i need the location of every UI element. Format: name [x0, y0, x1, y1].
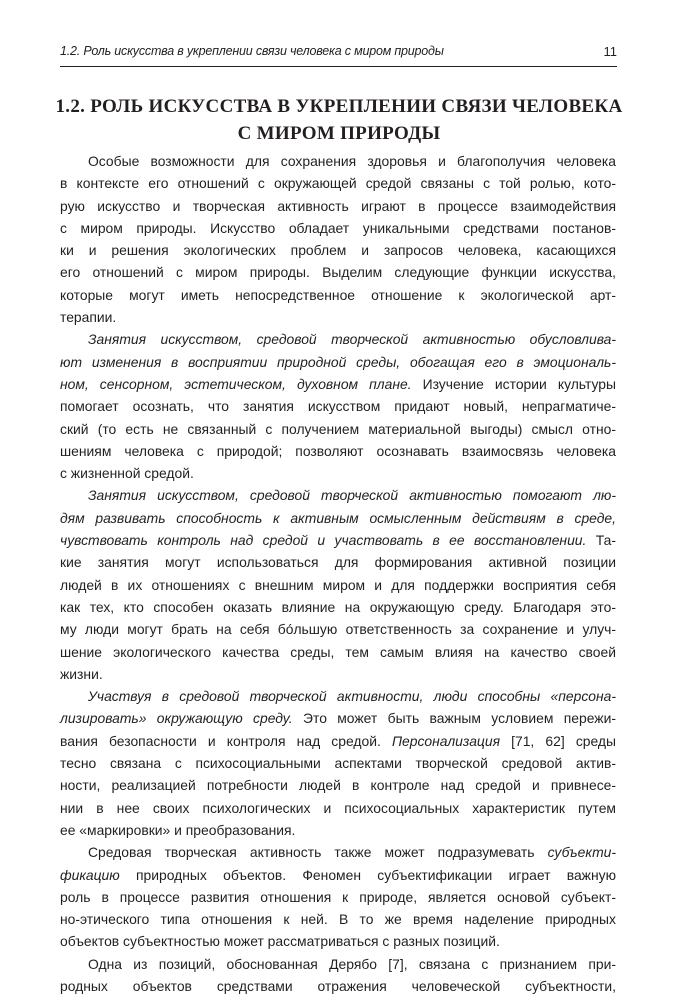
text-line [60, 864, 616, 886]
text-run: шение экологического качества среды, тем самым влияя на качество своей [60, 643, 616, 660]
text-line [60, 774, 616, 796]
italic-text: ном, сенсорном, эстетическом, духовном плане. [60, 375, 412, 392]
text-run: жизни. [60, 665, 103, 682]
text-line [60, 440, 616, 462]
text-run: с жизненной средой. [60, 465, 194, 482]
text-run: [71, 62] среды [500, 732, 616, 749]
text-line [60, 641, 616, 663]
running-head-title: 1.2. Роль искусства в укреплении связи человека с миром природы [60, 44, 444, 58]
text-line [60, 172, 616, 194]
body-text [60, 150, 616, 997]
text-line [60, 395, 616, 417]
text-line [60, 551, 616, 573]
section-title [40, 93, 638, 147]
text-line [60, 217, 616, 239]
text-run: ский (то есть не связанный с получением материальной выгоды) смысл отно- [60, 420, 616, 437]
text-run: природных объектов. Феномен субъектификации играет важную [119, 866, 616, 883]
text-line [60, 462, 616, 484]
italic-text: чувствовать контроль над средой и участвовать в ее восстановлении. [60, 532, 587, 549]
text-line [60, 507, 616, 529]
text-line [60, 150, 616, 172]
text-line [60, 930, 616, 952]
paragraph [60, 484, 616, 685]
italic-text: дям развивать способность к активным осмысленным действиям в среде, [60, 509, 616, 526]
text-line [60, 707, 616, 729]
italic-text: ют изменения в восприятии природной среды, обогащая его в эмоциональ- [60, 353, 616, 370]
text-line [60, 261, 616, 283]
italic-text: Персонализация [391, 732, 501, 749]
text-line [60, 306, 616, 328]
text-line [60, 730, 616, 752]
text-line [60, 797, 616, 819]
text-run: помогает осознать, что занятия искусством придают новый, непрагматиче- [60, 398, 616, 415]
page-number: 11 [603, 44, 617, 59]
text-line [60, 819, 616, 841]
text-line [60, 195, 616, 217]
text-run: людей в их отношениях с внешним миром и для поддержки восприятия себя [60, 576, 616, 593]
paragraph [60, 841, 616, 952]
text-line [60, 239, 616, 261]
section-title-line: 1.2. РОЛЬ ИСКУССТВА В УКРЕПЛЕНИИ СВЯЗИ ЧЕЛОВЕКА [55, 96, 623, 117]
text-line [60, 351, 616, 373]
paragraph [60, 953, 616, 998]
text-run: объектов субъектностью может рассматриваться с разных позиций. [60, 933, 500, 950]
text-run: с миром природы. Искусство обладает уникальными средствами постанов- [60, 219, 616, 236]
text-run: в контексте его отношений с окружающей средой связаны с той ролью, кото- [60, 175, 616, 192]
text-run: ее «маркировки» и преобразования. [60, 821, 296, 838]
running-head [0, 0, 679, 70]
paragraph [60, 685, 616, 841]
text-run: Одна из позиций, обоснованная Дерябо [7], связана с признанием при- [88, 955, 616, 972]
text-run: Средовая творческая активность также может подразумевать [88, 844, 548, 861]
text-run: Особые возможности для сохранения здоровья и благополучия человека [88, 153, 616, 169]
text-run: шениям человека с природой; позволяют осознавать взаимосвязь человека [60, 442, 616, 459]
italic-text: лизировать» окружающую среду. [60, 710, 293, 727]
text-line [60, 663, 616, 685]
text-line [60, 685, 616, 707]
text-line [60, 975, 616, 997]
text-line [60, 328, 616, 350]
text-run: роль в процессе развития отношения к природе, является основой субъект- [60, 888, 616, 905]
text-run: но-этического типа отношения к ней. В то же время наделение природных [60, 911, 616, 928]
text-run: ки и решения экологических проблем и запросов человека, касающихся [60, 242, 616, 259]
text-line [60, 418, 616, 440]
text-run: Это может быть важным условием пережи- [292, 710, 616, 727]
text-run: нии в нее своих психологических и психосоциальных характеристик путем [60, 799, 616, 816]
text-line [60, 529, 616, 551]
text-run: которые могут иметь непосредственное отношение к экологической арт- [60, 286, 616, 303]
text-line [60, 953, 616, 975]
text-run: ности, реализацией потребности людей в контроле над средой и привнесе- [60, 777, 616, 794]
text-run: му люди могут брать на себя бо́льшую ответственность за сохранение и улуч- [60, 621, 616, 638]
paragraph [60, 150, 616, 328]
text-run: Та- [586, 532, 616, 549]
italic-text: субъекти- [547, 844, 616, 861]
text-run: кие занятия могут использоваться для формирования активной позиции [60, 554, 616, 571]
text-run: терапии. [60, 309, 117, 326]
text-run: вания безопасности и контроля над средой. [60, 732, 392, 749]
italic-text: Занятия искусством, средовой творческой активностью обусловлива- [88, 331, 616, 348]
section-title-line: С МИРОМ ПРИРОДЫ [237, 123, 441, 144]
text-line [60, 886, 616, 908]
text-run: рую искусство и творческая активность играют в процессе взаимодействия [60, 197, 616, 214]
text-line [60, 484, 616, 506]
text-line [60, 908, 616, 930]
text-run: тесно связана с психосоциальными аспектами творческой средовой актив- [60, 755, 616, 772]
text-line [60, 752, 616, 774]
italic-text: Участвуя в средовой творческой активности, люди способны «персона- [88, 688, 616, 705]
italic-text: Занятия искусством, средовой творческой активностью помогают лю- [88, 487, 616, 504]
text-run: как тех, кто способен оказать влияние на окружающую среду. Благодаря это- [60, 598, 616, 615]
header-rule [60, 66, 617, 67]
italic-text: фикацию [60, 866, 120, 883]
text-line [60, 284, 616, 306]
text-line [60, 373, 616, 395]
text-run: родных объектов средствами отражения человеческой субъектности, [60, 977, 616, 994]
text-line [60, 841, 616, 863]
text-line [60, 574, 616, 596]
text-run: его отношений с миром природы. Выделим следующие функции искусства, [60, 264, 616, 281]
text-line [60, 596, 616, 618]
paragraph [60, 328, 616, 484]
text-line [60, 618, 616, 640]
text-run: Изучение истории культуры [411, 375, 616, 392]
